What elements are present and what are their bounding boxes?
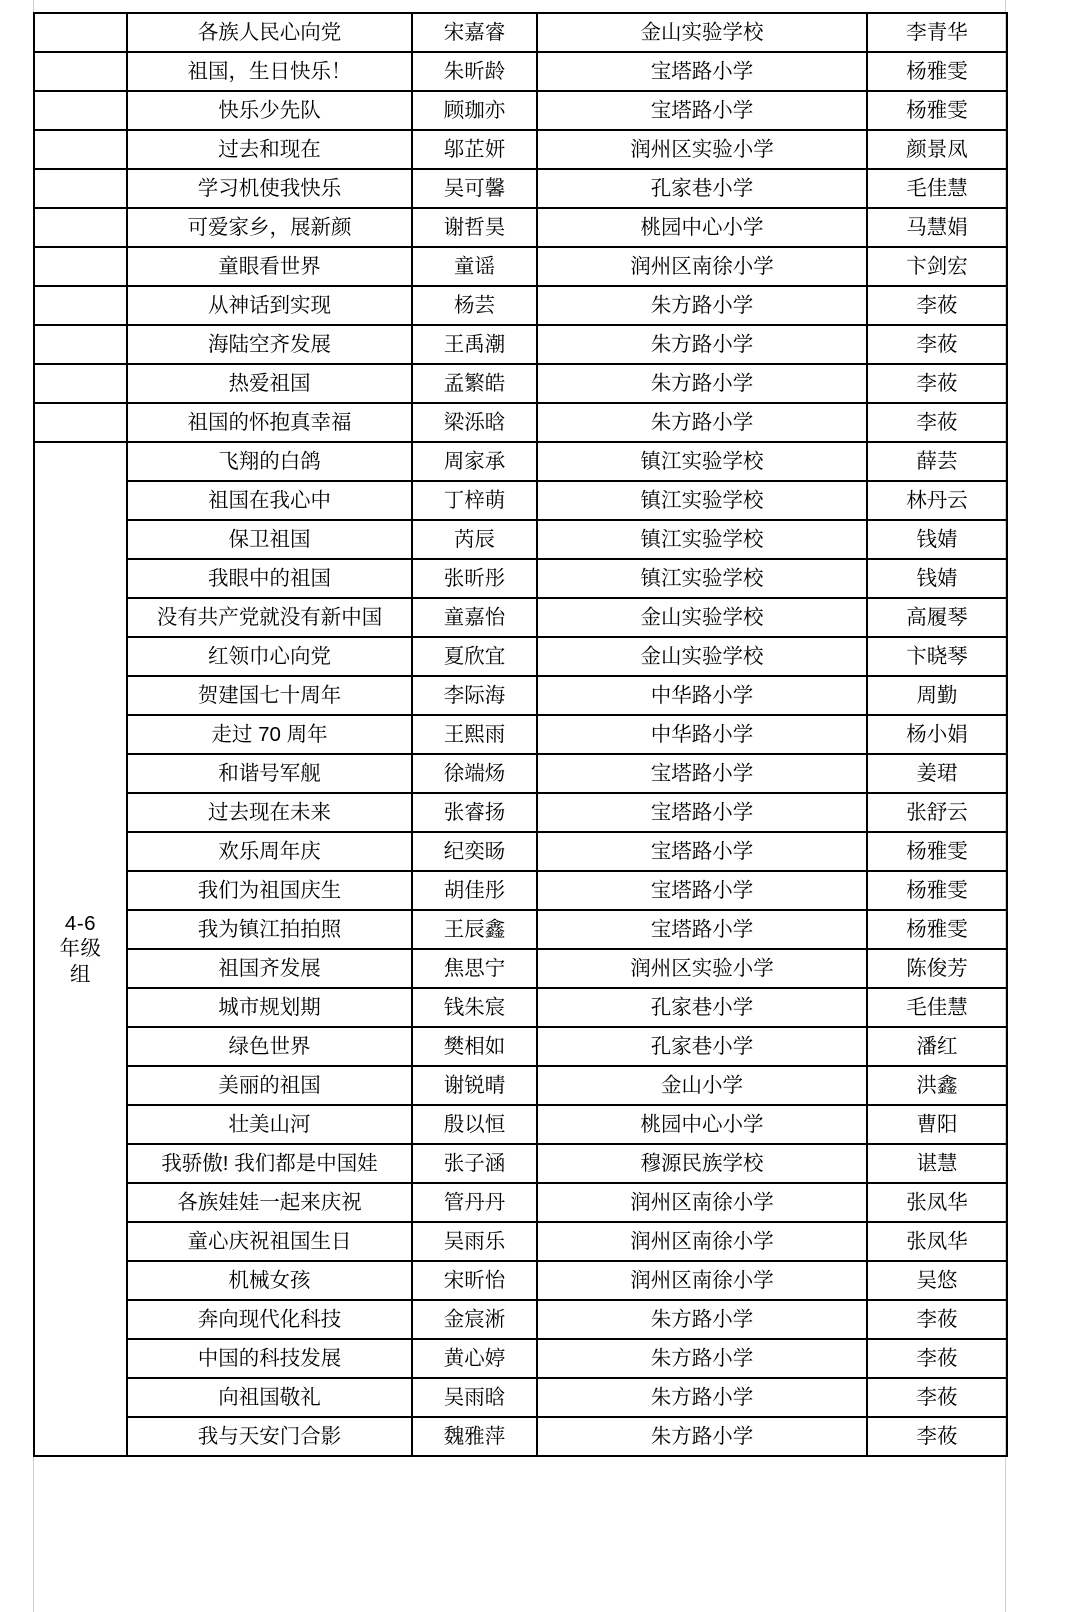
- cell-school: 润州区实验小学: [537, 130, 867, 169]
- cell-title: 祖国的怀抱真幸福: [127, 403, 412, 442]
- cell-title: 我们为祖国庆生: [127, 871, 412, 910]
- group-empty-cell: [34, 52, 127, 91]
- table-row: [34, 169, 1007, 208]
- cell-title: 奔向现代化科技: [127, 1300, 412, 1339]
- group-empty-cell: [34, 364, 127, 403]
- cell-school: 孔家巷小学: [537, 988, 867, 1027]
- cell-school: 孔家巷小学: [537, 1027, 867, 1066]
- cell-student: 魏雅萍: [412, 1417, 537, 1456]
- cell-student: 管丹丹: [412, 1183, 537, 1222]
- table-row: [34, 598, 1007, 637]
- cell-student: 张睿扬: [412, 793, 537, 832]
- cell-school: 宝塔路小学: [537, 832, 867, 871]
- table-row: [34, 13, 1007, 52]
- cell-teacher: 高履琴: [867, 598, 1007, 637]
- cell-student: 夏欣宜: [412, 637, 537, 676]
- cell-school: 朱方路小学: [537, 1300, 867, 1339]
- cell-title: 向祖国敬礼: [127, 1378, 412, 1417]
- roster-table-body: [34, 13, 1007, 1456]
- group-empty-cell: [34, 403, 127, 442]
- cell-student: 胡佳彤: [412, 871, 537, 910]
- cell-teacher: 杨雅雯: [867, 52, 1007, 91]
- group-empty-cell: [34, 91, 127, 130]
- cell-title: 我与天安门合影: [127, 1417, 412, 1456]
- group-empty-cell: [34, 286, 127, 325]
- cell-student: 张昕彤: [412, 559, 537, 598]
- group-label-line: 年级: [59, 937, 102, 961]
- cell-student: 梁泺晗: [412, 403, 537, 442]
- table-row: [34, 637, 1007, 676]
- cell-title: 美丽的祖国: [127, 1066, 412, 1105]
- cell-school: 中华路小学: [537, 676, 867, 715]
- table-row: [34, 208, 1007, 247]
- cell-teacher: 周勤: [867, 676, 1007, 715]
- cell-teacher: 卞晓琴: [867, 637, 1007, 676]
- cell-student: 周家承: [412, 442, 537, 481]
- cell-title: 飞翔的白鸽: [127, 442, 412, 481]
- table-row: [34, 91, 1007, 130]
- cell-teacher: 杨雅雯: [867, 910, 1007, 949]
- cell-teacher: 林丹云: [867, 481, 1007, 520]
- cell-title: 海陆空齐发展: [127, 325, 412, 364]
- cell-school: 镇江实验学校: [537, 520, 867, 559]
- table-row: [34, 1183, 1007, 1222]
- cell-school: 宝塔路小学: [537, 793, 867, 832]
- table-row: [34, 832, 1007, 871]
- table-row: [34, 520, 1007, 559]
- table-row: [34, 910, 1007, 949]
- cell-teacher: 吴悠: [867, 1261, 1007, 1300]
- cell-teacher: 李莜: [867, 286, 1007, 325]
- cell-student: 殷以恒: [412, 1105, 537, 1144]
- cell-title: 童心庆祝祖国生日: [127, 1222, 412, 1261]
- cell-teacher: 张舒云: [867, 793, 1007, 832]
- table-row: [34, 559, 1007, 598]
- cell-school: 朱方路小学: [537, 325, 867, 364]
- table-row: [34, 1222, 1007, 1261]
- cell-student: 吴雨乐: [412, 1222, 537, 1261]
- table-row: [34, 676, 1007, 715]
- cell-school: 朱方路小学: [537, 403, 867, 442]
- cell-student: 宋嘉睿: [412, 13, 537, 52]
- group-label-cell: [34, 442, 127, 1456]
- cell-title: 红领巾心向党: [127, 637, 412, 676]
- table-row: [34, 1066, 1007, 1105]
- cell-teacher: 李莜: [867, 325, 1007, 364]
- cell-teacher: 卞剑宏: [867, 247, 1007, 286]
- cell-student: 邬芷妍: [412, 130, 537, 169]
- cell-student: 顾珈亦: [412, 91, 537, 130]
- cell-student: 孟繁皓: [412, 364, 537, 403]
- cell-student: 王辰鑫: [412, 910, 537, 949]
- group-label-line: 组: [70, 962, 91, 986]
- cell-student: 芮辰: [412, 520, 537, 559]
- cell-title: 学习机使我快乐: [127, 169, 412, 208]
- cell-student: 谢哲昊: [412, 208, 537, 247]
- table-row: [34, 715, 1007, 754]
- group-empty-cell: [34, 247, 127, 286]
- cell-title: 机械女孩: [127, 1261, 412, 1300]
- cell-student: 黄心婷: [412, 1339, 537, 1378]
- cell-teacher: 杨雅雯: [867, 91, 1007, 130]
- cell-teacher: 毛佳慧: [867, 169, 1007, 208]
- cell-student: 钱朱宸: [412, 988, 537, 1027]
- cell-school: 朱方路小学: [537, 286, 867, 325]
- cell-title: 祖国齐发展: [127, 949, 412, 988]
- cell-title: 保卫祖国: [127, 520, 412, 559]
- cell-student: 焦思宁: [412, 949, 537, 988]
- table-row: [34, 1144, 1007, 1183]
- cell-teacher: 颜景凤: [867, 130, 1007, 169]
- cell-teacher: 马慧娟: [867, 208, 1007, 247]
- cell-teacher: 张凤华: [867, 1183, 1007, 1222]
- cell-title: 走过 70 周年: [127, 715, 412, 754]
- cell-school: 润州区南徐小学: [537, 1261, 867, 1300]
- cell-teacher: 曹阳: [867, 1105, 1007, 1144]
- cell-title: 我为镇江拍拍照: [127, 910, 412, 949]
- cell-teacher: 钱婧: [867, 559, 1007, 598]
- cell-title: 欢乐周年庆: [127, 832, 412, 871]
- cell-student: 朱昕龄: [412, 52, 537, 91]
- cell-teacher: 潘红: [867, 1027, 1007, 1066]
- cell-student: 张子涵: [412, 1144, 537, 1183]
- cell-title: 贺建国七十周年: [127, 676, 412, 715]
- cell-student: 王熙雨: [412, 715, 537, 754]
- cell-title: 过去和现在: [127, 130, 412, 169]
- cell-student: 李际海: [412, 676, 537, 715]
- table-row: [34, 1105, 1007, 1144]
- cell-student: 杨芸: [412, 286, 537, 325]
- cell-title: 各族娃娃一起来庆祝: [127, 1183, 412, 1222]
- cell-student: 丁梓萌: [412, 481, 537, 520]
- cell-school: 宝塔路小学: [537, 910, 867, 949]
- cell-title: 我骄傲! 我们都是中国娃: [127, 1144, 412, 1183]
- table-row: [34, 754, 1007, 793]
- cell-title: 城市规划期: [127, 988, 412, 1027]
- cell-teacher: 李莜: [867, 364, 1007, 403]
- cell-teacher: 李青华: [867, 13, 1007, 52]
- cell-school: 宝塔路小学: [537, 754, 867, 793]
- cell-title: 从神话到实现: [127, 286, 412, 325]
- cell-school: 穆源民族学校: [537, 1144, 867, 1183]
- cell-title: 中国的科技发展: [127, 1339, 412, 1378]
- table-row: [34, 364, 1007, 403]
- roster-table: [33, 12, 1008, 1457]
- cell-teacher: 杨小娟: [867, 715, 1007, 754]
- table-row: [34, 988, 1007, 1027]
- table-row: [34, 1378, 1007, 1417]
- cell-school: 润州区南徐小学: [537, 1222, 867, 1261]
- cell-student: 吴雨晗: [412, 1378, 537, 1417]
- cell-teacher: 李莜: [867, 1417, 1007, 1456]
- cell-teacher: 李莜: [867, 403, 1007, 442]
- cell-title: 我眼中的祖国: [127, 559, 412, 598]
- cell-teacher: 李莜: [867, 1300, 1007, 1339]
- table-row: [34, 52, 1007, 91]
- cell-student: 樊相如: [412, 1027, 537, 1066]
- cell-school: 桃园中心小学: [537, 1105, 867, 1144]
- cell-school: 宝塔路小学: [537, 52, 867, 91]
- cell-school: 宝塔路小学: [537, 91, 867, 130]
- group-empty-cell: [34, 13, 127, 52]
- cell-teacher: 杨雅雯: [867, 832, 1007, 871]
- cell-title: 没有共产党就没有新中国: [127, 598, 412, 637]
- cell-school: 润州区南徐小学: [537, 1183, 867, 1222]
- group-label-line: 4-6: [64, 911, 97, 935]
- cell-student: 徐端炀: [412, 754, 537, 793]
- table-row: [34, 481, 1007, 520]
- cell-school: 润州区实验小学: [537, 949, 867, 988]
- cell-school: 宝塔路小学: [537, 871, 867, 910]
- cell-student: 童谣: [412, 247, 537, 286]
- cell-teacher: 毛佳慧: [867, 988, 1007, 1027]
- table-row: [34, 1339, 1007, 1378]
- cell-school: 朱方路小学: [537, 1339, 867, 1378]
- cell-school: 金山实验学校: [537, 13, 867, 52]
- cell-teacher: 陈俊芳: [867, 949, 1007, 988]
- cell-title: 童眼看世界: [127, 247, 412, 286]
- cell-title: 过去现在未来: [127, 793, 412, 832]
- cell-school: 润州区南徐小学: [537, 247, 867, 286]
- cell-student: 王禹潮: [412, 325, 537, 364]
- cell-school: 朱方路小学: [537, 1417, 867, 1456]
- table-row: [34, 1300, 1007, 1339]
- cell-teacher: 薛芸: [867, 442, 1007, 481]
- cell-title: 可爱家乡，展新颜: [127, 208, 412, 247]
- cell-teacher: 张凤华: [867, 1222, 1007, 1261]
- cell-school: 镇江实验学校: [537, 559, 867, 598]
- table-row: [34, 247, 1007, 286]
- table-row: [34, 949, 1007, 988]
- cell-title: 快乐少先队: [127, 91, 412, 130]
- cell-student: 纪奕旸: [412, 832, 537, 871]
- table-row: [34, 325, 1007, 364]
- cell-school: 桃园中心小学: [537, 208, 867, 247]
- cell-teacher: 谌慧: [867, 1144, 1007, 1183]
- cell-school: 金山小学: [537, 1066, 867, 1105]
- cell-student: 金宸淅: [412, 1300, 537, 1339]
- cell-school: 镇江实验学校: [537, 442, 867, 481]
- cell-student: 吴可馨: [412, 169, 537, 208]
- table-row: [34, 403, 1007, 442]
- cell-teacher: 杨雅雯: [867, 871, 1007, 910]
- cell-student: 宋昕怡: [412, 1261, 537, 1300]
- cell-school: 金山实验学校: [537, 598, 867, 637]
- cell-teacher: 姜珺: [867, 754, 1007, 793]
- cell-school: 孔家巷小学: [537, 169, 867, 208]
- cell-teacher: 李莜: [867, 1339, 1007, 1378]
- table-row: [34, 286, 1007, 325]
- table-row: [34, 1261, 1007, 1300]
- table-row: [34, 442, 1007, 481]
- cell-teacher: 洪鑫: [867, 1066, 1007, 1105]
- cell-school: 中华路小学: [537, 715, 867, 754]
- table-row: [34, 1027, 1007, 1066]
- cell-title: 和谐号军舰: [127, 754, 412, 793]
- cell-title: 壮美山河: [127, 1105, 412, 1144]
- table-row: [34, 1417, 1007, 1456]
- cell-title: 绿色世界: [127, 1027, 412, 1066]
- cell-teacher: 李莜: [867, 1378, 1007, 1417]
- cell-title: 各族人民心向党: [127, 13, 412, 52]
- group-empty-cell: [34, 325, 127, 364]
- cell-school: 朱方路小学: [537, 364, 867, 403]
- cell-school: 镇江实验学校: [537, 481, 867, 520]
- table-row: [34, 871, 1007, 910]
- cell-student: 童嘉怡: [412, 598, 537, 637]
- group-empty-cell: [34, 169, 127, 208]
- cell-title: 祖国，生日快乐！: [127, 52, 412, 91]
- group-empty-cell: [34, 130, 127, 169]
- cell-school: 朱方路小学: [537, 1378, 867, 1417]
- table-row: [34, 793, 1007, 832]
- table-row: [34, 130, 1007, 169]
- cell-title: 祖国在我心中: [127, 481, 412, 520]
- cell-title: 热爱祖国: [127, 364, 412, 403]
- group-empty-cell: [34, 208, 127, 247]
- cell-student: 谢锐晴: [412, 1066, 537, 1105]
- cell-teacher: 钱婧: [867, 520, 1007, 559]
- cell-school: 金山实验学校: [537, 637, 867, 676]
